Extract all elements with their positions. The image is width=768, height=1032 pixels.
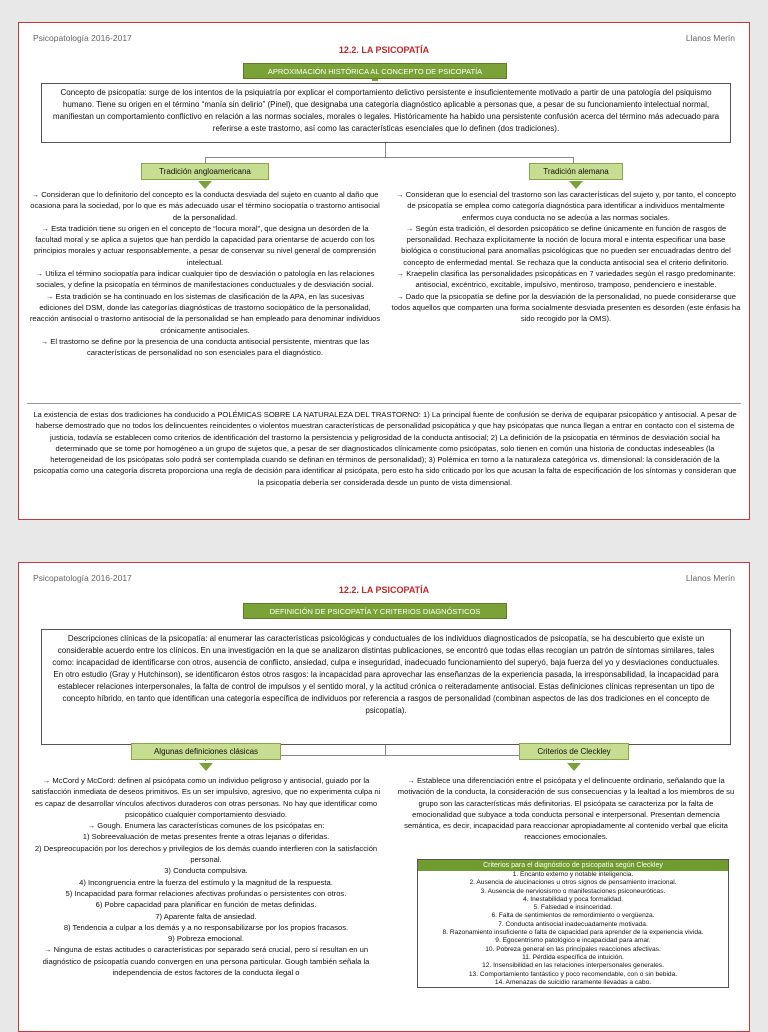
down-arrow-icon xyxy=(567,763,581,771)
conclusion-paragraph: La existencia de estas dos tradiciones ha conducido a POLÉMICAS SOBRE LA NATURALEZA DEL TRASTORNO: 1) La principal fuente de confusión se deriva de equiparar psicopático y antisocial. A pesar de haberse demostrado que no todos los delincuentes reincidentes o violentos muestran características de personalidad psicopática y que hay psicópatas que nunca llegan a entrar en contacto con el sistema de justicia, todavía se establecen como criterios de identificación del trastorno la persistencia y peligrosidad de la conducta antisocial; 2) La definición de la psicopatía en términos de desviación social ha determinado que se tome por homogéneo a un grupo de sujetos que, a pesar de ser diagnosticados clínicamente como psicópatas, solo tienen en común una historia de conductas indeseables (la heterogeneidad de los psicópatas solo podrá ser contemplada cuando se definan en términos de personalidad); 3) Polémica en torno a la naturaleza categórica vs. dimensional: la consideración de la psicopatía como una categoría discreta proporciona una regla de decisión para identificar al psicópata, pero esto ha sido criticado por los que acusan la falta de especificación de los síntomas y consideran que la psicopatía debería ser considerada desde un punto de vista dimensional. xyxy=(33,410,737,487)
paragraph: → Dado que la psicopatía se define por la desviación de la personalidad, no puede considerarse que todos aquellos que comparten una forma socialmente desviada presenten es desorden (este énfasis ha sido recogido por la OMS). xyxy=(391,291,741,324)
paragraph: → Gough. Enumera las características comunes de los psicópatas en: xyxy=(87,821,325,831)
criteria-item: 5. Falsedad e insinceridad. xyxy=(533,904,613,912)
list-item: 6) Pobre capacidad para planificar en función de metas definidas. xyxy=(95,900,317,910)
heading-definiciones: Algunas definiciones clásicas xyxy=(131,743,281,760)
criteria-item: 11. Pérdida específica de intuición. xyxy=(522,953,624,961)
connector-line xyxy=(385,745,386,755)
list-item: 7) Aparente falta de ansiedad. xyxy=(155,911,257,921)
column-definiciones xyxy=(29,775,383,978)
paragraph: → Esta tradición se ha continuado en los sistemas de clasificación de la APA, en las sucesivas ediciones del DSM, donde las categorías diagnósticas de trastorno sociopático de la personalidad, reacción antisocial o trastorno antisocial de la personalidad se han empleado para denominar individuos crónicamente antisociales. xyxy=(29,291,381,335)
intro-box: Concepto de psicopatía: surge de los intentos de la psiquiatría por explicar el comportamiento delictivo persistente e insuficientemente motivado a partir de una patología del psiquismo humano. Tiene su origen en el término “manía sin delirio” (Pinel), que designaba una categoría diagnóstico aplicable a personas que, a pesar de su funcionamiento intelectual normal, manifiestan un comportamiento conflictivo en relación a las normas sociales, morales o legales. Históricamente ha habido una persistente confusión acerca del término más adecuado para referirse a este trastorno, así como las características esenciales que lo definen (dos tradiciones). xyxy=(41,83,731,143)
paragraph: → El trastorno se define por la presencia de una conducta antisocial persistente, mientras que las características de personalidad no son esenciales para el diagnóstico. xyxy=(40,336,370,358)
list-item: 5) Incapacidad para formar relaciones afectivas profundas o persistentes con otros. xyxy=(65,888,347,898)
paragraph: → McCord y McCord: definen al psicópata como un individuo peligroso y antisocial, guiado por la satisfacción inmediata de deseos primitivos. Es un ser impulsivo, agresivo, que no experimenta culpa ni es capaz de desarrollar vínculos afectivos duraderos con otras personas. No hay que identificar como psicopático cualquier comportamiento desviado. xyxy=(31,776,381,819)
intro-box: Descripciones clínicas de la psicopatía: al enumerar las características psicológicas y conductuales de los individuos diagnosticados de psicopatía, se ha descubierto que existe un considerable acuerdo entre los clínicos. En una investigación en la que se analizaron distintas publicaciones, se encontró que todas ellas recogían un patrón de síntomas similares, tales como: incapacidad de identificarse con otros, ausencia de conflicto, ansiedad, culpa e inseguridad, inadecuado funcionamiento del superyó, baja fuerza del yo y desviaciones conductuales. En otro estudio (Gray y Hutchinson), se identificaron éstos otros rasgos: la incapacidad para aprovechar las enseñanzas de la experiencia pasada, la irresponsabilidad, la incapacidad para establecer relaciones interpersonales, la falta de control de impulsos y el sentido moral, y la actitud crónica o reiteradamente antisocial. Estas definiciones clínicas representan un tipo de concepto híbrido, en tanto que identifican una categoría específica de individuos por referencia a rasgos de personalidad (combinan aspectos de las dos tradiciones en el concepto de psicopatía). xyxy=(41,629,731,745)
paragraph: → Esta tradición tiene su origen en el concepto de “locura moral”, que designa un desorden de la facultad moral y se aplica a sujetos que han perdido la capacidad para orientarse de acuerdo con los principios morales y actuar responsablemente, a pesar de conservar su nivel general de comprensión intelectual. xyxy=(34,223,376,267)
header-author: Llanos Merín xyxy=(685,573,735,583)
section-banner: APROXIMACIÓN HISTÓRICA AL CONCEPTO DE PSICOPATÍA xyxy=(243,63,507,79)
paragraph: → Kraepelin clasifica las personalidades psicopáticas en 7 variedades según el rasgo predominante: antisocial, excéntrico, excitable, impulsivo, mentiroso, tramposo, pendenciero e inestable. xyxy=(396,269,736,290)
criteria-table xyxy=(417,859,729,988)
heading-alemana: Tradición alemana xyxy=(529,163,623,180)
paragraph: → Ninguna de estas actitudes o características por separado será crucial, pero sí resultan en un diagnóstico de psicopatía cuando convergen en una persona particular. Gough también señala la independencia de estos factores de la conducta ilegal o xyxy=(42,945,370,978)
criteria-item: 14. Amenazas de suicidio raramente llevadas a cabo. xyxy=(494,978,652,986)
document-page-2 xyxy=(18,562,750,1032)
column-anglo xyxy=(29,189,381,358)
section-banner: DEFINICIÓN DE PSICOPATÍA Y CRITERIOS DIAGNÓSTICOS xyxy=(243,603,507,619)
header-course: Psicopatología 2016-2017 xyxy=(33,573,132,583)
down-arrow-icon xyxy=(198,181,212,189)
header-author: Llanos Merín xyxy=(685,33,735,43)
paragraph: → Según esta tradición, el desorden psicopático se define únicamente en función de rasgos de personalidad. Rechaza explícitamente la noción de locura moral e intenta especificar una base biológica o constitucional para anomalías psicológicas que no pueden ser encuadradas dentro del concepto de enfermedad mental. Se rechaza que la conducta antisocial sea el criterio definitorio. xyxy=(401,223,731,267)
column-cleckley xyxy=(393,775,739,843)
divider xyxy=(27,403,741,404)
paragraph: → Establece una diferenciación entre el psicópata y el delincuente ordinario, señalando que la motivación de la conducta, la consideración de sus consecuencias y la lealtad a los miembros de su grupo son las características más definitorias. El psicópata se caracteriza por la falta de emocionalidad que subyace a toda conducta personal e interpersonal. Presentan demencia semántica, es decir, incapacidad para reaccionar apropiadamente al contenido verbal que elicita reacciones emocionales. xyxy=(397,776,735,842)
criteria-item: 12. Insensibilidad en las relaciones interpersonales generales. xyxy=(482,962,664,970)
criteria-table-title: Criterios para el diagnóstico de psicopatía según Cleckley xyxy=(418,860,728,871)
criteria-item: 2. Ausencia de alucinaciones u otros signos de pensamiento irracional. xyxy=(469,879,677,887)
criteria-item: 6. Falta de sentimientos de remordimiento o vergüenza. xyxy=(491,912,655,920)
paragraph: → Consideran que lo definitorio del concepto es la conducta desviada del sujeto en cuanto al daño que ocasiona para la sociedad, por lo que es más adecuado usar el término sociopatía o trastorno antisocial de la personalidad. xyxy=(30,190,380,222)
list-item: 4) Incongruencia entre la fuerza del estímulo y la magnitud de la respuesta. xyxy=(79,877,333,887)
criteria-item: 8. Razonamiento insuficiente o falta de capacidad para aprender de la experiencia vivida. xyxy=(442,929,704,937)
connector-line xyxy=(205,157,573,158)
list-item: 3) Conducta compulsiva. xyxy=(164,866,248,876)
heading-cleckley: Criterios de Cleckley xyxy=(519,743,629,760)
connector xyxy=(372,79,378,81)
criteria-item: 7. Conducta antisocial inadecuadamente motivada. xyxy=(498,920,648,928)
document-page-1 xyxy=(18,22,750,520)
criteria-item: 10. Pobreza general en las principales reacciones afectivas. xyxy=(485,945,661,953)
criteria-item: 13. Comportamiento fantástico y poco recomendable, con o sin bebida. xyxy=(468,970,678,978)
list-item: 1) Sobreevaluación de metas presentes frente a otras lejanas o diferidas. xyxy=(82,832,330,842)
column-alemana xyxy=(391,189,741,325)
criteria-item: 9. Egocentrismo patológico e incapacidad para amar. xyxy=(495,937,651,945)
paragraph: → Consideran que lo esencial del trastorno son las características del sujeto y, por tanto, el concepto de psicopatía se emplea como categoría diagnóstica para identificar a individuos mentalmente enfermos cuya conducta no se adecúa a las normas sociales. xyxy=(395,190,737,222)
paragraph: → Utiliza el término sociopatía para indicar cualquier tipo de desviación o patología en las relaciones sociales, y define la psicopatía en términos de manifestaciones conductuales y de desviación social. xyxy=(35,269,375,290)
list-item: 8) Tendencia a culpar a los demás y a no responsabilizarse por los propios fracasos. xyxy=(63,922,349,932)
criteria-item: 3. Ausencia de nerviosismo o manifestaciones psiconeuróticas. xyxy=(480,887,666,895)
list-item: 9) Pobreza emocional. xyxy=(168,934,244,944)
header-course: Psicopatología 2016-2017 xyxy=(33,33,132,43)
list-item: 2) Despreocupación por los derechos y privilegios de los demás cuando interfieren con la satisfacción personal. xyxy=(34,843,378,865)
heading-anglo: Tradición angloamericana xyxy=(141,163,269,180)
page-title: 12.2. LA PSICOPATÍA xyxy=(338,585,430,595)
connector-line xyxy=(385,143,386,157)
criteria-item: 1. Encanto externo y notable inteligencia. xyxy=(512,871,634,878)
criteria-item: 4. Inestabilidad y poca formalidad. xyxy=(522,895,624,903)
page-title: 12.2. LA PSICOPATÍA xyxy=(338,45,430,55)
down-arrow-icon xyxy=(199,763,213,771)
down-arrow-icon xyxy=(569,181,583,189)
